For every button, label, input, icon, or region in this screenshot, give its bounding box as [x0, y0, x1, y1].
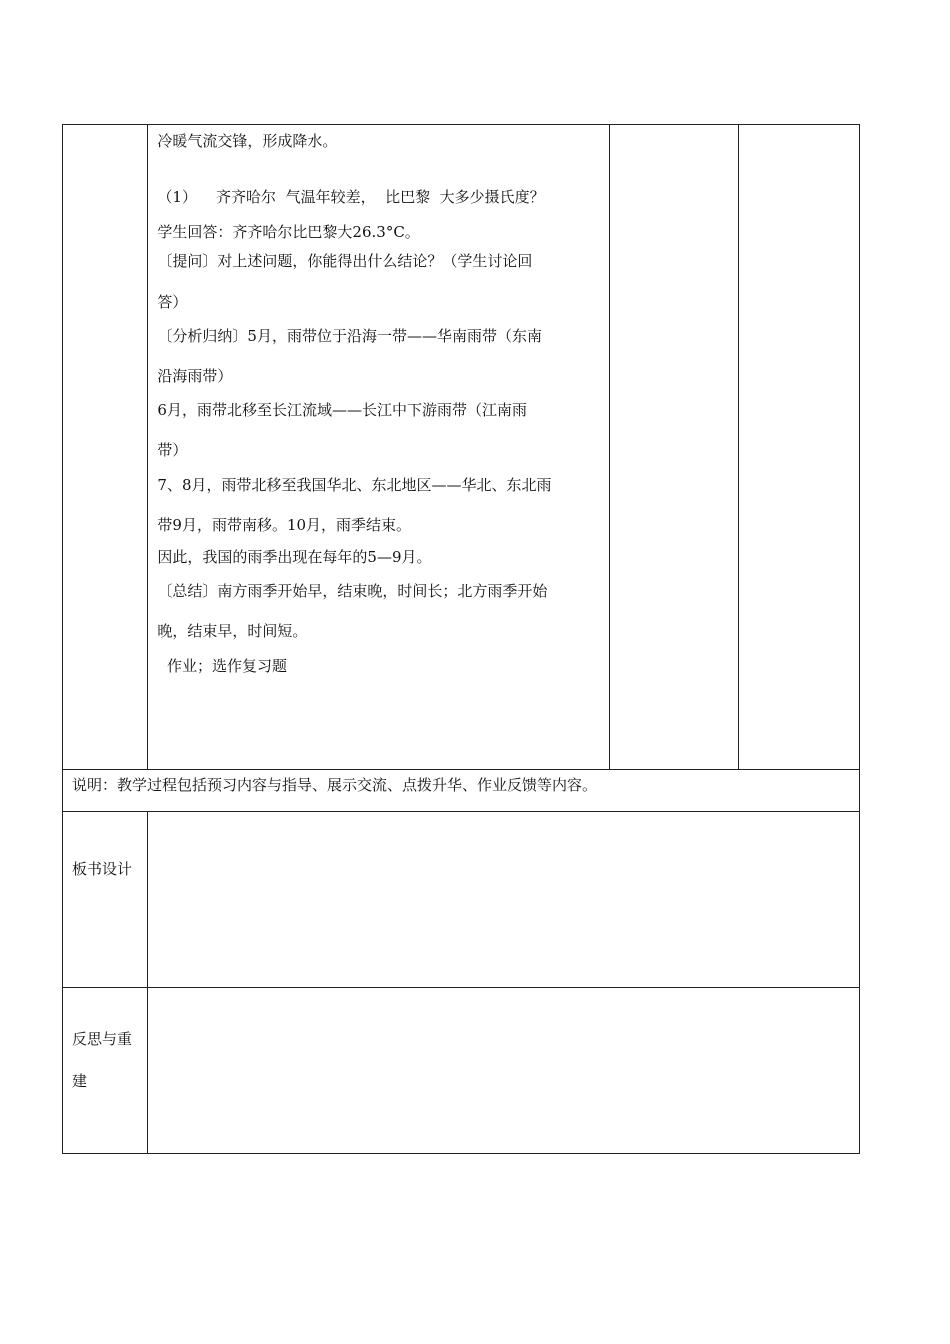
reflection-content [148, 988, 860, 1154]
board-design-content [148, 812, 860, 988]
content-line-13: 因此，我国的雨季出现在每年的5—9月。 [157, 548, 432, 566]
content-line-15: 晚，结束早，时间短。 [157, 622, 308, 640]
process-content-cell [148, 125, 609, 770]
content-line-6: 答） [157, 293, 188, 311]
teaching-process-row [63, 125, 860, 770]
lesson-plan-table [62, 124, 860, 1154]
board-design-row [63, 812, 860, 988]
content-line-3: （1） 齐齐哈尔 气温年较差， 比巴黎 大多少摄氏度？ [157, 188, 545, 206]
process-col3-cell [609, 125, 739, 770]
process-col4-cell [739, 125, 860, 770]
reflection-label [63, 988, 148, 1154]
reflection-label-line2: 建 [72, 1072, 88, 1090]
content-line-4: 学生回答：齐齐哈尔比巴黎大26.3°C。 [157, 223, 420, 241]
reflection-row [63, 988, 860, 1154]
note-text: 说明：教学过程包括预习内容与指导、展示交流、点拨升华、作业反馈等内容。 [63, 770, 860, 812]
reflection-label-line1: 反思与重 [72, 1030, 133, 1048]
process-label-cell [63, 125, 148, 770]
content-line-8: 沿海雨带） [157, 367, 233, 385]
content-line-1: 冷暖气流交锋，形成降水。 [157, 132, 338, 150]
content-line-9: 6月，雨带北移至长江流域——长江中下游雨带（江南雨 [157, 401, 527, 419]
content-line-11: 7、8月，雨带北移至我国华北、东北地区——华北、东北雨 [157, 476, 552, 494]
content-line-14: 〔总结〕南方雨季开始早，结束晚，时间长；北方雨季开始 [157, 582, 548, 600]
content-line-12: 带9月，雨带南移。10月，雨季结束。 [157, 516, 412, 534]
board-design-label: 板书设计 [63, 812, 148, 988]
content-line-7: 〔分析归纳〕5月，雨带位于沿海一带——华南雨带（东南 [157, 327, 542, 345]
content-line-16: 作业；选作复习题 [157, 657, 287, 675]
content-line-5: 〔提问〕对上述问题，你能得出什么结论？（学生讨论回 [157, 252, 533, 270]
content-line-10: 带） [157, 441, 188, 459]
note-row [63, 770, 860, 812]
